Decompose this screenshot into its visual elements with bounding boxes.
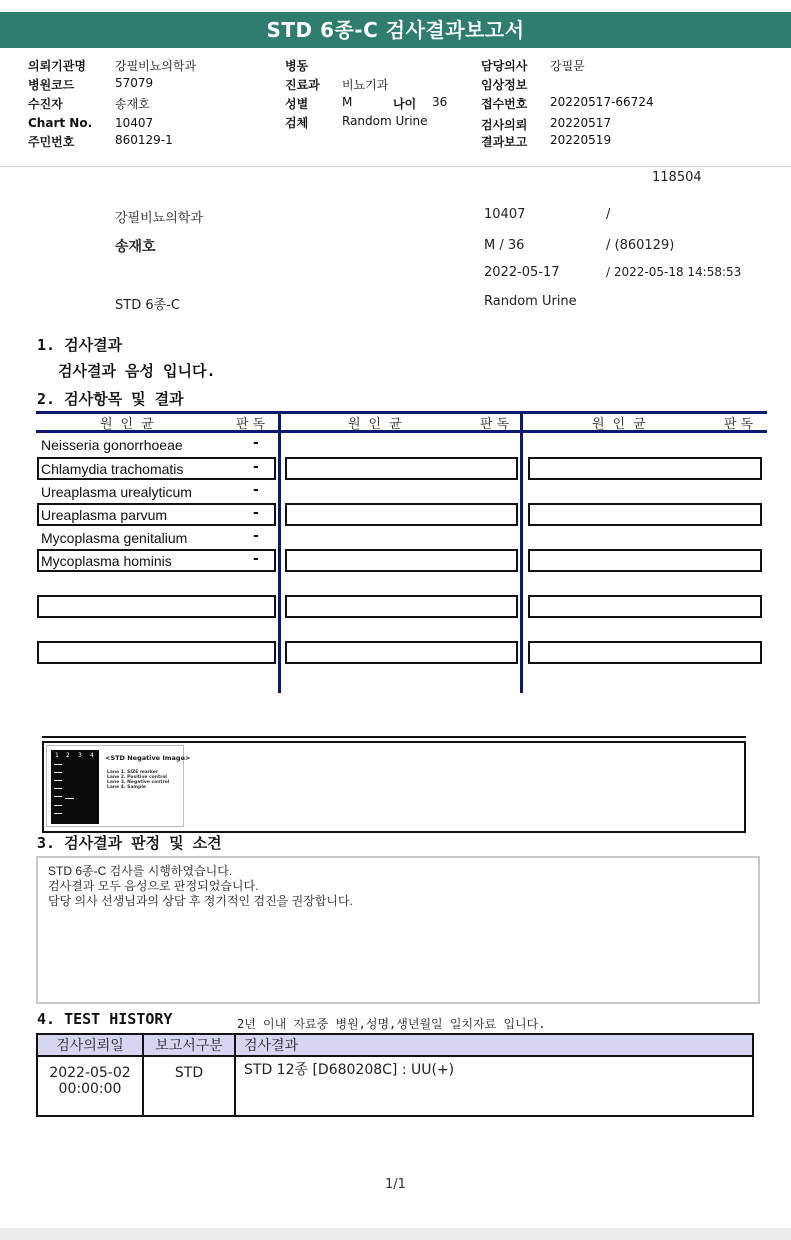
grid-divider-1	[278, 411, 281, 693]
patient-specimen: Random Urine	[484, 294, 577, 309]
marker-band	[54, 764, 62, 765]
organism-result: -	[253, 435, 259, 451]
chart-no-label: Chart No.	[28, 116, 93, 130]
patient-slash: /	[606, 207, 611, 222]
empty-row-box	[528, 641, 762, 664]
marker-band	[54, 788, 62, 789]
empty-row-box	[37, 595, 276, 618]
patient-label: 수진자	[28, 97, 63, 111]
footer-band	[0, 1228, 791, 1240]
gel-lane-legend: Lane 3. Negative control	[107, 780, 170, 785]
doctor-value: 강필문	[550, 59, 585, 73]
history-date: 2022-05-02	[49, 1065, 131, 1081]
page-number: 1/1	[385, 1177, 406, 1192]
opinion-line: STD 6종-C 검사를 시행하였습니다.	[48, 864, 233, 878]
history-result: STD 12종 [D680208C] : UU(+)	[235, 1056, 753, 1116]
organism-result: -	[253, 505, 259, 521]
lane-number: 2	[66, 752, 70, 759]
requester-value: 강필비뇨의학과	[115, 59, 197, 73]
section-4-title: 4. TEST HISTORY	[37, 1010, 173, 1028]
specimen-label: 검체	[285, 116, 309, 130]
section-3-title: 3. 검사결과 판정 및 소견	[37, 834, 222, 852]
receipt-no-label: 접수번호	[481, 97, 528, 111]
empty-row-box	[528, 457, 762, 480]
marker-band	[54, 813, 62, 814]
empty-row-box	[528, 503, 762, 526]
gel-electrophoresis-image	[51, 750, 99, 824]
opinion-line: 검사결과 모두 음성으로 판정되었습니다.	[48, 879, 259, 893]
receipt-no-value: 20220517-66724	[550, 95, 654, 109]
resident-no-value: 860129-1	[115, 133, 173, 147]
patient-test-name: STD 6종-C	[115, 298, 180, 313]
ward-label: 병동	[285, 59, 309, 73]
history-col-date: 검사의뢰일	[37, 1034, 143, 1056]
section-1-title: 1. 검사결과	[37, 336, 123, 354]
organism-result: -	[253, 551, 259, 567]
history-col-type: 보고서구분	[143, 1034, 235, 1056]
table-row	[37, 1056, 753, 1116]
hospital-code-value: 57079	[115, 76, 154, 90]
doctor-label: 담당의사	[481, 59, 528, 73]
age-value: 36	[432, 95, 448, 109]
opinion-line: 담당 의사 선생님과의 상담 후 정기적인 검진을 권장합니다.	[48, 894, 353, 908]
gel-image-card	[46, 745, 191, 827]
organism-result: -	[253, 459, 259, 475]
history-date-cell	[37, 1056, 143, 1116]
hospital-code-label: 병원코드	[28, 78, 75, 92]
grid-divider-2	[520, 411, 523, 693]
empty-row-box	[528, 595, 762, 618]
organism-name: Neisseria gonorrhoeae	[41, 437, 183, 453]
patient-id-code: 118504	[652, 170, 702, 185]
organism-name: Ureaplasma urealyticum	[41, 484, 192, 500]
history-type: STD	[143, 1056, 235, 1116]
history-col-result: 검사결과	[235, 1034, 753, 1056]
organism-name: Ureaplasma parvum	[41, 507, 168, 523]
patient-report-datetime: / 2022-05-18 14:58:53	[606, 265, 742, 279]
report-date-value: 20220519	[550, 133, 612, 147]
sex-label: 성별	[285, 97, 309, 111]
patient-name: 송재호	[115, 239, 156, 255]
history-table	[36, 1033, 754, 1117]
lane-number: 3	[78, 752, 82, 759]
organism-name: Chlamydia trachomatis	[41, 461, 184, 477]
col3-header-result: 판독	[724, 417, 758, 432]
chart-no-value: 10407	[115, 116, 154, 130]
empty-row-box	[285, 595, 518, 618]
overall-result: 검사결과 음성 입니다.	[58, 362, 216, 380]
gel-lane-legend: Lane 4. Sample	[107, 785, 146, 790]
empty-row-box	[285, 457, 518, 480]
col3-header-organism: 원인균	[592, 417, 654, 432]
patient-sex-age: M / 36	[484, 238, 525, 253]
marker-band	[54, 780, 62, 781]
history-header-row	[37, 1034, 753, 1056]
header-divider	[0, 166, 791, 167]
opinion-box	[36, 856, 760, 1004]
empty-row-box	[37, 641, 276, 664]
department-label: 진료과	[285, 78, 320, 92]
organism-name: Mycoplasma genitalium	[41, 530, 188, 546]
clinical-info-label: 임상정보	[481, 78, 528, 92]
gel-image-title: <STD Negative Image>	[105, 754, 191, 762]
marker-band	[54, 772, 62, 773]
marker-band	[54, 796, 62, 797]
marker-band	[54, 805, 62, 806]
organism-result: -	[253, 528, 259, 544]
history-note: 2년 이내 자료중 병원,성명,생년월일 일치자료 입니다.	[237, 1017, 546, 1031]
col2-header-organism: 원인균	[348, 417, 410, 432]
empty-row-box	[285, 503, 518, 526]
department-value: 비뇨기과	[342, 78, 389, 92]
report-title: STD 6종-C 검사결과보고서	[0, 12, 791, 48]
lane-number: 1	[55, 752, 59, 759]
age-label: 나이	[393, 97, 417, 111]
col1-header-organism: 원인균	[100, 417, 162, 432]
lane-number: 4	[90, 752, 94, 759]
resident-no-label: 주민번호	[28, 135, 75, 149]
request-date-value: 20220517	[550, 116, 612, 130]
empty-row-box	[285, 641, 518, 664]
patient-birth: / (860129)	[606, 238, 675, 253]
organism-result: -	[253, 482, 259, 498]
patient-clinic: 강필비뇨의학과	[115, 211, 203, 226]
section-2-title: 2. 검사항목 및 결과	[37, 390, 184, 408]
gel-lane-legend: Lane 2. Positive control	[107, 775, 167, 780]
empty-row-box	[285, 549, 518, 572]
col2-header-result: 판독	[480, 417, 514, 432]
patient-collect-date: 2022-05-17	[484, 265, 560, 280]
history-time: 00:00:00	[58, 1081, 122, 1097]
request-date-label: 검사의뢰	[481, 118, 528, 132]
positive-control-band	[65, 798, 74, 799]
empty-row-box	[528, 549, 762, 572]
requester-label: 의뢰기관명	[28, 59, 86, 73]
sex-value: M	[342, 95, 353, 109]
gel-lane-legend: Lane 1. SIZE marker	[107, 770, 159, 775]
patient-value: 송재호	[115, 97, 150, 111]
specimen-value: Random Urine	[342, 114, 428, 128]
organism-name: Mycoplasma hominis	[41, 553, 172, 569]
patient-chart: 10407	[484, 207, 526, 222]
report-date-label: 결과보고	[481, 135, 528, 149]
image-divider	[42, 736, 746, 738]
col1-header-result: 판독	[236, 417, 270, 432]
